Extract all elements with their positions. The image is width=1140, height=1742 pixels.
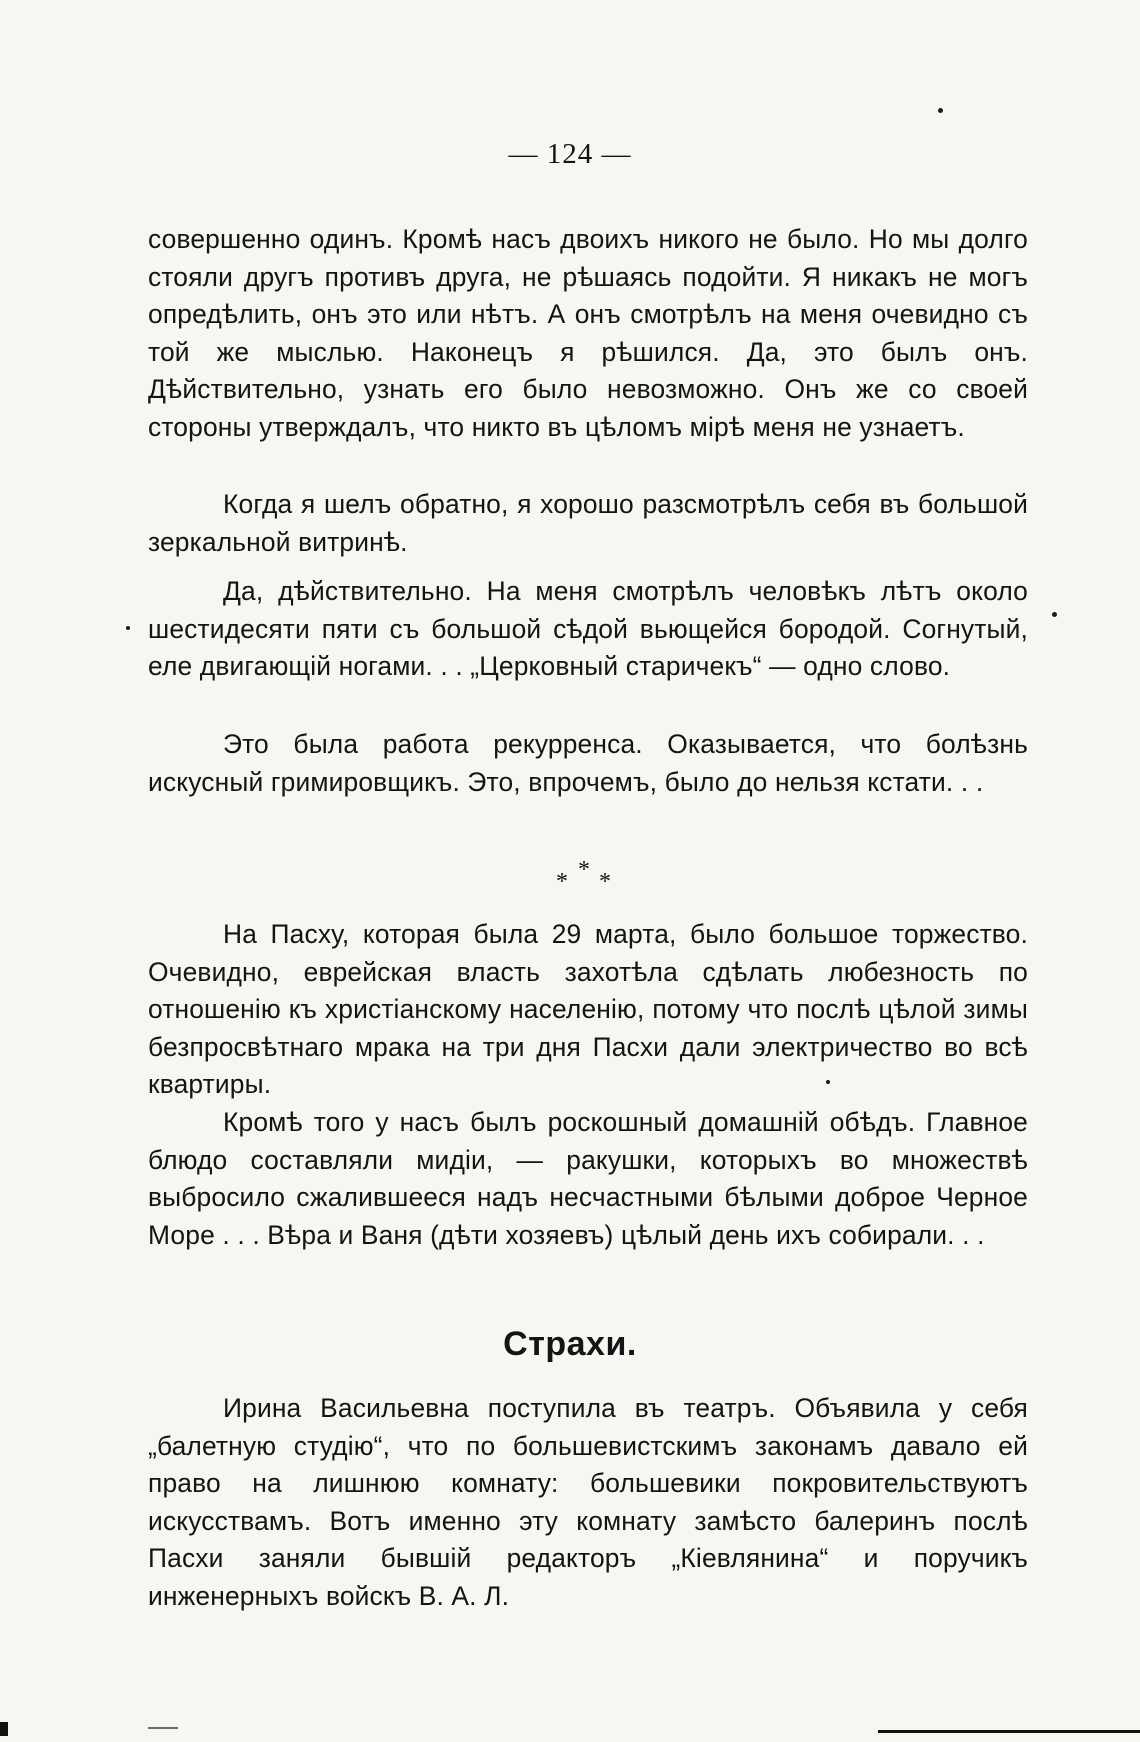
paragraph-1 [148, 221, 1028, 447]
asterisk-left: * [556, 869, 568, 895]
paragraph-1-text: совершенно одинъ. Кромѣ насъ двоихъ никого не было. Но мы долго стояли другъ противъ друга, не рѣшаясь подойти. Я никакъ не могъ опредѣлить, онъ это или нѣтъ. А онъ смотрѣлъ на меня очевидно съ той же мыслью. Наконецъ я рѣшился. Да, это былъ онъ. Дѣйствительно, узнать его было невозможно. Онъ же со своей стороны утверждалъ, что никто въ цѣломъ мірѣ меня не узнаетъ. [148, 224, 1028, 442]
scan-rule [878, 1730, 1140, 1733]
paragraph-2-text: Когда я шелъ обратно, я хорошо разсмотрѣлъ себя въ большой зеркальной витринѣ. [148, 489, 1028, 557]
scan-speck [126, 626, 130, 630]
asterism-separator [0, 858, 1140, 898]
scan-speck [938, 108, 943, 113]
paragraph-5-text: На Пасху, которая была 29 марта, было большое торжество. Очевидно, еврейская власть захотѣла сдѣлать любезность по отношенію къ христіанскому населенію, потому что послѣ цѣлой зимы безпросвѣтнаго мрака на три дня Пасхи дали электричество во всѣ квартиры. [148, 919, 1028, 1100]
paragraph-4 [148, 726, 1028, 801]
scan-speck [1052, 612, 1057, 617]
paragraph-6 [148, 1104, 1028, 1254]
paragraph-6-text: Кромѣ того у насъ былъ роскошный домашній обѣдъ. Главное блюдо составляли мидіи, — ракушки, которыхъ во множествѣ выбросило сжалившееся надъ несчастными бѣлыми доброе Черное Море . . . Вѣра и Ваня (дѣти хозяевъ) цѣлый день ихъ собирали. . . [148, 1107, 1028, 1250]
scan-speck [826, 1080, 830, 1084]
paragraph-4-text: Это была работа рекурренса. Оказывается, что болѣзнь искусный гримировщикъ. Это, впрочемъ, было до нельзя кстати. . . [148, 729, 1028, 797]
scan-rule [148, 1727, 178, 1729]
paragraph-7-text: Ирина Васильевна поступила въ театръ. Объявила у себя „балетную студію“, что по большевистскимъ законамъ давало ей право на лишнюю комнату: большевики покровительствуютъ искусствамъ. Вотъ именно эту комнату замѣсто балеринъ послѣ Пасхи заняли бывшій редакторъ „Кіевлянина“ и поручикъ инженерныхъ войскъ В. А. Л. [148, 1393, 1028, 1611]
paragraph-5 [148, 916, 1028, 1104]
paragraph-3 [148, 573, 1028, 686]
page-number: — 124 — [508, 138, 632, 170]
paragraph-2 [148, 486, 1028, 561]
scan-edge-mark [0, 1722, 8, 1736]
section-heading: Страхи. [503, 1325, 637, 1363]
paragraph-7 [148, 1390, 1028, 1616]
asterisk-top: * [578, 857, 590, 883]
paragraph-3-text: Да, дѣйствительно. На меня смотрѣлъ человѣкъ лѣтъ около шестидесяти пяти съ большой сѣдой вьющейся бородой. Согнутый, еле двигающій ногами. . . „Церковный старичекъ“ — одно слово. [148, 576, 1028, 682]
asterisk-right: * [599, 869, 611, 895]
